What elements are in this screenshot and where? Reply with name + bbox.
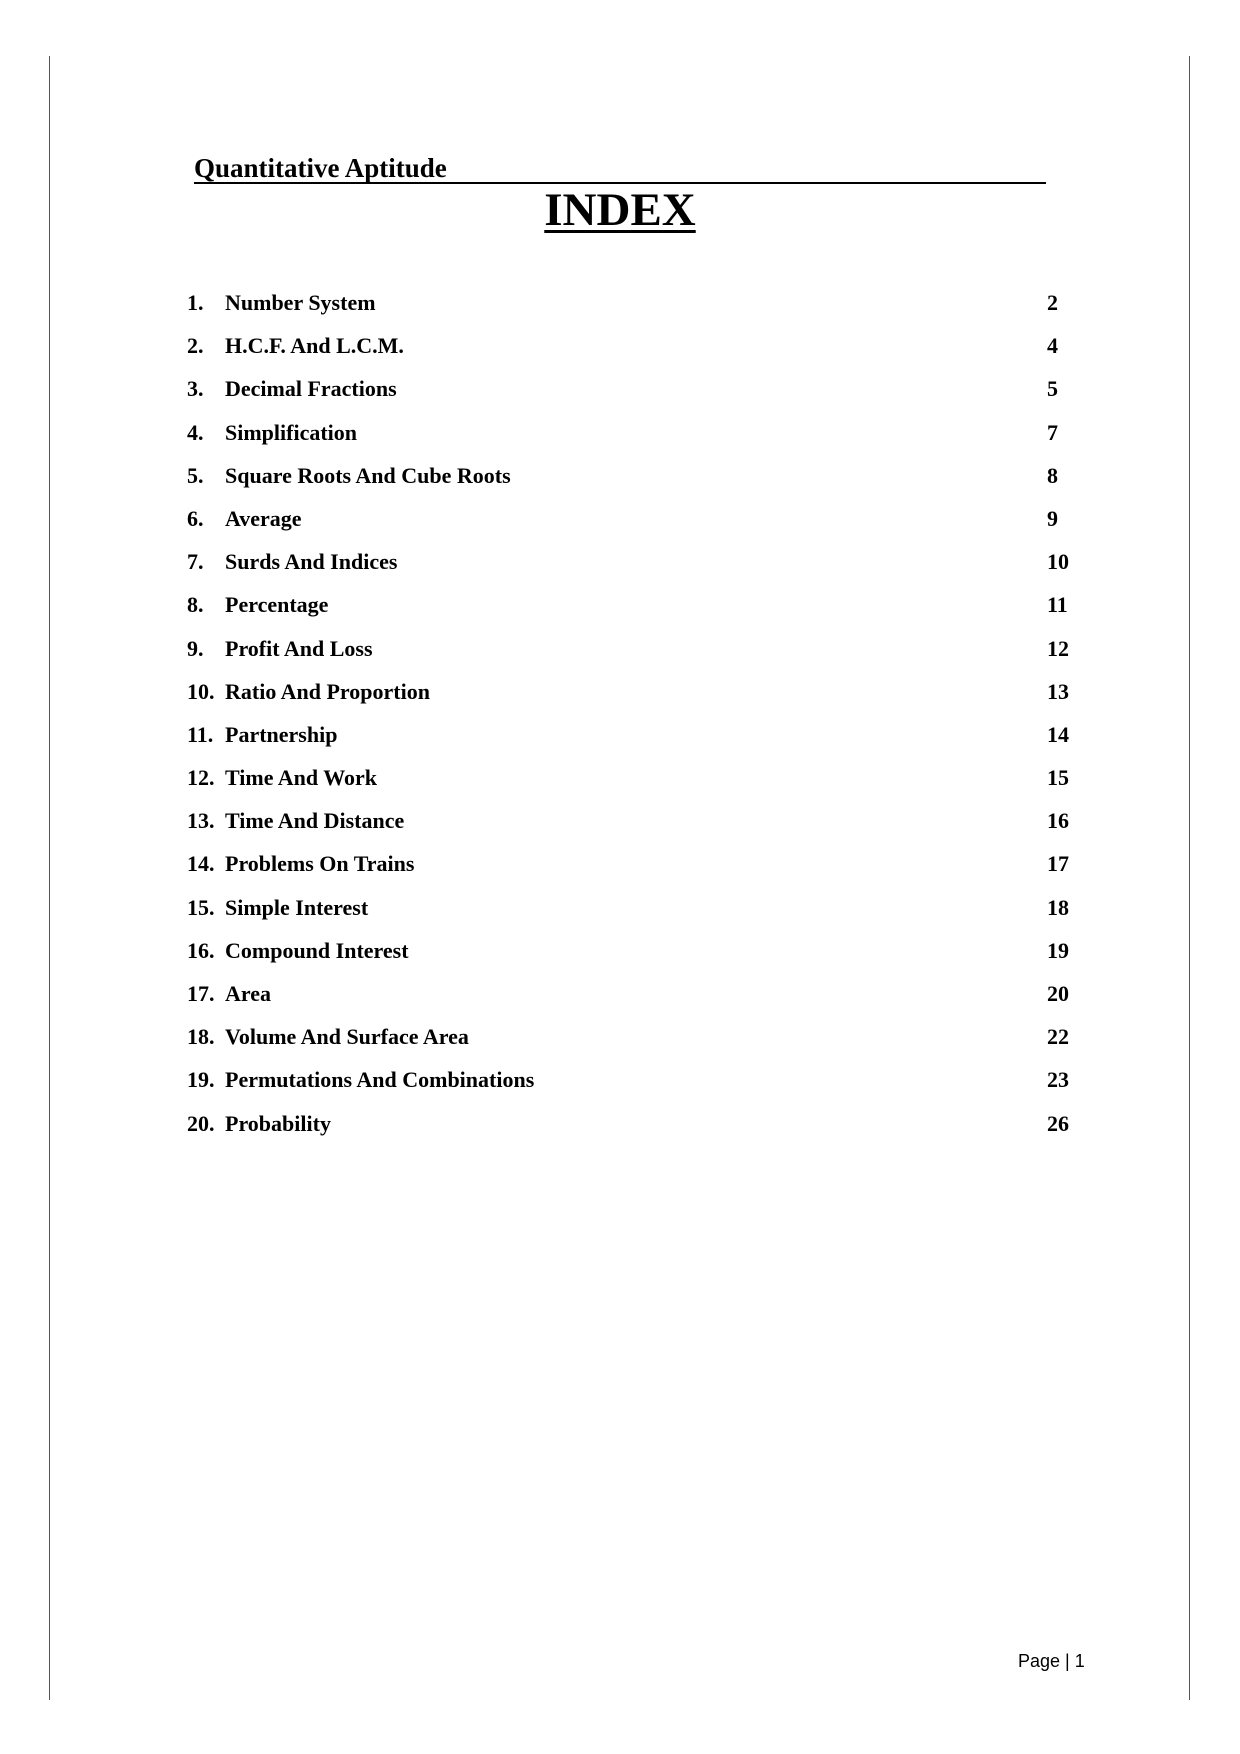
toc-entry-number: 4.	[187, 419, 204, 445]
toc-entry-label: Surds And Indices	[225, 549, 398, 575]
toc-entry-label: Ratio And Proportion	[225, 678, 430, 704]
toc-entry	[187, 1021, 1077, 1064]
toc-entry-page: 10	[1047, 549, 1069, 575]
toc-entry	[187, 460, 1077, 503]
toc-entry-label: Simplification	[225, 419, 358, 445]
toc-entry-number: 15.	[187, 894, 215, 920]
toc-entry-number: 19.	[187, 1067, 215, 1093]
toc-entry-number: 12.	[187, 765, 215, 791]
toc-entry-label: Simple Interest	[225, 894, 369, 920]
table-of-contents	[187, 287, 1077, 1151]
toc-entry	[187, 935, 1077, 978]
toc-entry-page: 19	[1047, 937, 1069, 963]
toc-entry-page: 2	[1047, 290, 1058, 315]
toc-entry-page: 4	[1047, 333, 1058, 359]
toc-entry-number: 5.	[187, 462, 204, 488]
toc-entry-page: 12	[1047, 635, 1069, 661]
toc-entry-page: 11	[1047, 592, 1068, 618]
toc-entry	[187, 546, 1077, 589]
toc-entry	[187, 1108, 1077, 1151]
toc-entry-label: Time And Work	[225, 765, 378, 791]
toc-entry	[187, 848, 1077, 891]
toc-entry-label: Square Roots And Cube Roots	[225, 462, 511, 488]
toc-entry-number: 11.	[187, 721, 214, 747]
toc-entry-page: 13	[1047, 678, 1069, 704]
toc-entry-label: Probability	[225, 1110, 331, 1136]
toc-entry-label: Compound Interest	[225, 937, 409, 963]
toc-entry-label: Volume And Surface Area	[225, 1024, 469, 1050]
toc-entry-label: Profit And Loss	[225, 635, 373, 661]
toc-entry-page: 16	[1047, 808, 1069, 834]
toc-entry	[187, 589, 1077, 632]
index-heading	[0, 185, 1240, 237]
toc-entry-number: 6.	[187, 505, 204, 531]
toc-entry-label: Permutations And Combinations	[225, 1067, 535, 1093]
toc-entry-label: Percentage	[225, 592, 329, 618]
toc-entry	[187, 892, 1077, 935]
toc-entry	[187, 417, 1077, 460]
toc-entry-number: 2.	[187, 333, 204, 359]
toc-entry-page: 9	[1047, 505, 1058, 531]
toc-entry	[187, 373, 1077, 416]
toc-entry-label: Number System	[225, 290, 376, 315]
toc-entry-label: H.C.F. And L.C.M.	[225, 333, 404, 359]
toc-entry-page: 5	[1047, 376, 1058, 402]
toc-entry-number: 3.	[187, 376, 204, 402]
toc-entry-page: 17	[1047, 851, 1069, 877]
toc-entry-page: 18	[1047, 894, 1069, 920]
toc-entry-label: Partnership	[225, 721, 338, 747]
toc-entry-number: 7.	[187, 549, 204, 575]
toc-entry-page: 15	[1047, 765, 1069, 791]
toc-entry-number: 9.	[187, 635, 204, 661]
toc-entry-page: 20	[1047, 981, 1069, 1006]
toc-entry	[187, 978, 1077, 1021]
toc-entry-number: 14.	[187, 851, 215, 877]
toc-entry-number: 17.	[187, 981, 215, 1006]
toc-entry-page: 7	[1047, 419, 1058, 445]
toc-entry-number: 16.	[187, 937, 215, 963]
toc-entry-number: 13.	[187, 808, 215, 834]
toc-entry-label: Problems On Trains	[225, 851, 415, 877]
index-heading-text: INDEX	[544, 184, 696, 236]
toc-entry-number: 18.	[187, 1024, 215, 1050]
toc-entry	[187, 805, 1077, 848]
toc-entry-number: 8.	[187, 592, 204, 618]
toc-entry-page: 26	[1047, 1110, 1069, 1136]
document-header	[194, 150, 1046, 184]
toc-entry	[187, 1064, 1077, 1107]
page-border-right	[1189, 56, 1190, 1700]
toc-entry	[187, 287, 1077, 330]
subject-heading: Quantitative Aptitude	[194, 153, 447, 183]
toc-entry	[187, 503, 1077, 546]
toc-entry-label: Decimal Fractions	[225, 376, 397, 402]
toc-entry-page: 8	[1047, 462, 1058, 488]
toc-entry-label: Average	[225, 505, 302, 531]
toc-entry-number: 1.	[187, 290, 204, 315]
toc-entry-page: 22	[1047, 1024, 1069, 1050]
page-border-left	[49, 56, 50, 1700]
toc-entry-page: 23	[1047, 1067, 1069, 1093]
toc-entry	[187, 762, 1077, 805]
toc-entry	[187, 330, 1077, 373]
toc-entry-label: Area	[225, 981, 272, 1006]
toc-entry-page: 14	[1047, 721, 1069, 747]
toc-entry	[187, 719, 1077, 762]
toc-entry-label: Time And Distance	[225, 808, 405, 834]
toc-entry-number: 20.	[187, 1110, 215, 1136]
toc-entry	[187, 676, 1077, 719]
page-number-footer: Page | 1	[1018, 1651, 1085, 1671]
toc-entry-number: 10.	[187, 678, 215, 704]
toc-entry	[187, 633, 1077, 676]
